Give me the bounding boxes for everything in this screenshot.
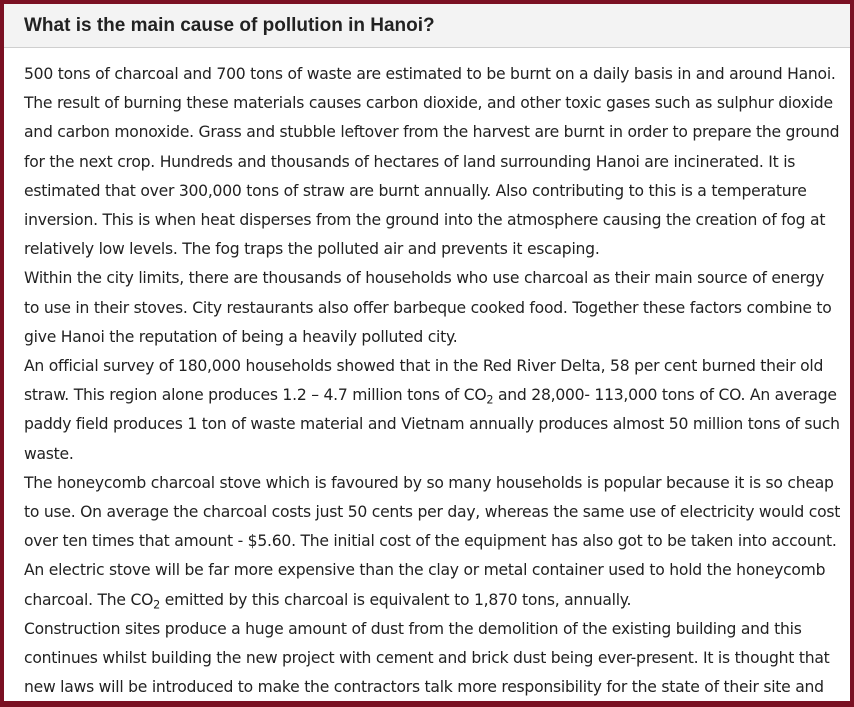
paragraph-text-part: emitted by this charcoal is equivalent to 1,870 tons, annually.: [160, 590, 632, 609]
subscript-digit: 2: [153, 598, 161, 612]
paragraph-text-part: The honeycomb charcoal stove which is favoured by so many households is popular because it is so cheap to use. On average the charcoal costs just 50 cents per day, whereas the same use of electricity would cost over ten times that amount - $5.60. The initial cost of the equipment has also got to be taken into account. An electric stove will be far more expensive than the clay or metal container used to hold the honeycomb charcoal. The CO: [24, 473, 841, 609]
paragraph-red-river-delta-survey: [24, 352, 842, 469]
article-body: [4, 48, 850, 702]
paragraph-text-part: and 28,000- 113,000 tons of CO. An average paddy field produces 1 ton of waste material and Vietnam annually produces almost 50 million tons of such waste.: [24, 386, 840, 463]
paragraph-text-part: An official survey of 180,000 households showed that in the Red River Delta, 58 per cent burned their old straw. This region alone produces 1.2 – 4.7 million tons of CO: [24, 357, 824, 405]
paragraph-construction-dust: Construction sites produce a huge amount of dust from the demolition of the existing building and this continues whilst building the new project with cement and brick dust being ever-present. It is thought that new laws will be introduced to make the contractors talk more responsibility for the state of their site and: [24, 619, 830, 697]
paragraph-household-charcoal-use: Within the city limits, there are thousands of households who use charcoal as their main source of energy to use in their stoves. City restaurants also offer barbeque cooked food. Together these factors combine to give Hanoi the reputation of being a heavily polluted city.: [24, 269, 832, 346]
page-title: What is the main cause of pollution in Hanoi?: [24, 14, 435, 36]
article-header: [4, 4, 850, 48]
paragraph-charcoal-and-waste-burning: 500 tons of charcoal and 700 tons of waste are estimated to be burnt on a daily basis in and around Hanoi. The result of burning these materials causes carbon dioxide, and other toxic gases such as sulphur dioxide and carbon monoxide. Grass and stubble leftover from the harvest are burnt in order to prepare the ground for the next crop. Hundreds and thousands of hectares of land surrounding Hanoi are incinerated. It is estimated that over 300,000 tons of straw are burnt annually. Also contributing to this is a temperature inversion. This is when heat disperses from the ground into the atmosphere causing the creation of fog at relatively low levels. The fog traps the polluted air and prevents it escaping.: [24, 65, 840, 259]
subscript-digit: 2: [486, 393, 494, 407]
paragraph-honeycomb-stove: [24, 469, 842, 615]
